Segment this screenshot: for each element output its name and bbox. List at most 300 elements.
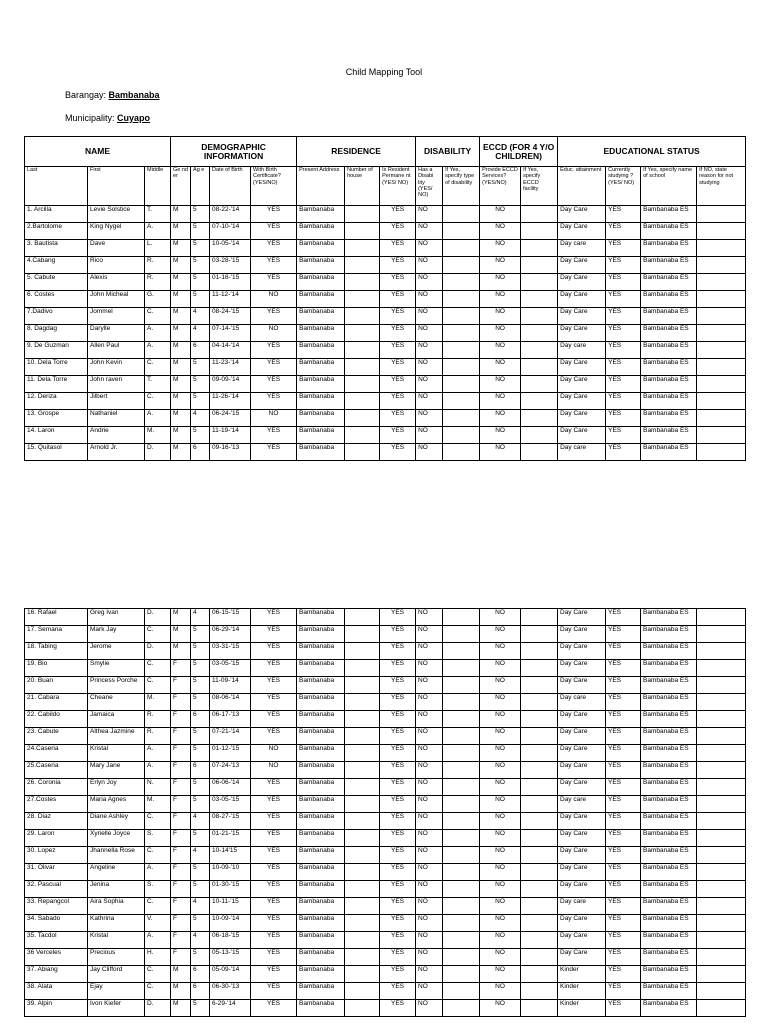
- table-cell: YES: [380, 223, 416, 240]
- table-cell: NO: [480, 223, 521, 240]
- table-cell: [521, 274, 558, 291]
- table-row: [25, 694, 746, 711]
- table-cell: 5: [191, 206, 210, 223]
- table-cell: Day Care: [558, 762, 606, 779]
- table-cell: 05-09-'14: [210, 966, 251, 983]
- table-cell: [697, 427, 746, 444]
- table-cell: YES: [606, 643, 641, 660]
- table-cell: Bambanaba: [297, 660, 345, 677]
- municipality-line: [65, 113, 150, 123]
- table-cell: YES: [380, 966, 416, 983]
- table-cell: 30. Lopez: [25, 847, 88, 864]
- table-cell: Day Care: [558, 728, 606, 745]
- table-cell: YES: [380, 796, 416, 813]
- table-cell: 23. Cabute: [25, 728, 88, 745]
- table-row: [25, 257, 746, 274]
- table-cell: Bambanaba ES: [641, 376, 697, 393]
- table-cell: 6: [191, 444, 210, 461]
- table-cell: [697, 796, 746, 813]
- table-cell: NO: [416, 864, 443, 881]
- table-cell: L.: [145, 240, 171, 257]
- table-cell: YES: [251, 898, 297, 915]
- column-header: Is Resident Permane nt (YES/ NO): [380, 167, 416, 206]
- table-cell: NO: [480, 813, 521, 830]
- table-cell: [521, 847, 558, 864]
- table-cell: YES: [606, 677, 641, 694]
- table-cell: [345, 643, 380, 660]
- table-cell: M.: [145, 796, 171, 813]
- table-cell: YES: [380, 410, 416, 427]
- table-cell: NO: [480, 898, 521, 915]
- table-cell: NO: [416, 915, 443, 932]
- table-cell: 5: [191, 1000, 210, 1017]
- table-cell: YES: [251, 206, 297, 223]
- table-cell: M: [171, 1000, 191, 1017]
- table-cell: YES: [251, 240, 297, 257]
- table-cell: YES: [251, 376, 297, 393]
- table-cell: Day Care: [558, 257, 606, 274]
- table-cell: Ivon Kiefer: [88, 1000, 145, 1017]
- table-cell: Bambanaba ES: [641, 864, 697, 881]
- table-cell: YES: [380, 660, 416, 677]
- table-cell: 2.Bartolome: [25, 223, 88, 240]
- table-cell: 38. Alata: [25, 983, 88, 1000]
- table-cell: [345, 444, 380, 461]
- table-cell: [521, 745, 558, 762]
- table-cell: YES: [380, 898, 416, 915]
- table-cell: R.: [145, 274, 171, 291]
- table-cell: NO: [480, 308, 521, 325]
- table-row: [25, 444, 746, 461]
- table-cell: 5: [191, 949, 210, 966]
- table-cell: NO: [480, 932, 521, 949]
- table-cell: Bambanaba: [297, 410, 345, 427]
- table-row: [25, 342, 746, 359]
- table-cell: Bambanaba ES: [641, 359, 697, 376]
- table-cell: YES: [380, 325, 416, 342]
- table-cell: NO: [480, 393, 521, 410]
- column-header: Ag e: [191, 167, 210, 206]
- table-cell: 14. Laron: [25, 427, 88, 444]
- table-cell: YES: [606, 240, 641, 257]
- table-cell: Bambanaba: [297, 728, 345, 745]
- table-cell: [345, 393, 380, 410]
- table-cell: 08-24-'15: [210, 308, 251, 325]
- table-cell: 4: [191, 898, 210, 915]
- table-cell: [345, 660, 380, 677]
- table-cell: F: [171, 677, 191, 694]
- table-cell: YES: [380, 847, 416, 864]
- table-cell: [443, 711, 480, 728]
- table-cell: 9. De Guzman: [25, 342, 88, 359]
- table-cell: Day care: [558, 796, 606, 813]
- barangay-label: Barangay:: [65, 90, 107, 100]
- table-cell: 6: [191, 966, 210, 983]
- child-mapping-table-page-1: [24, 136, 746, 461]
- column-header: First: [88, 167, 145, 206]
- table-cell: NO: [480, 626, 521, 643]
- table-cell: YES: [251, 779, 297, 796]
- table-cell: C.: [145, 966, 171, 983]
- table-cell: NO: [416, 745, 443, 762]
- table-cell: Maria Agnes: [88, 796, 145, 813]
- table-cell: Day Care: [558, 393, 606, 410]
- table-cell: [697, 677, 746, 694]
- table-cell: NO: [416, 728, 443, 745]
- table-cell: NO: [416, 223, 443, 240]
- table-cell: 03-31-'15: [210, 643, 251, 660]
- table-cell: Day Care: [558, 711, 606, 728]
- table-cell: Bambanaba: [297, 359, 345, 376]
- table-cell: [345, 325, 380, 342]
- table-cell: 10-05-'14: [210, 240, 251, 257]
- table-cell: YES: [606, 1000, 641, 1017]
- table-cell: NO: [480, 915, 521, 932]
- table-cell: John Kevin: [88, 359, 145, 376]
- table-cell: NO: [480, 376, 521, 393]
- table-cell: [443, 949, 480, 966]
- table-cell: [697, 779, 746, 796]
- table-cell: 01-30-'15: [210, 881, 251, 898]
- table-cell: C.: [145, 983, 171, 1000]
- table-cell: [697, 410, 746, 427]
- table-cell: [443, 932, 480, 949]
- table-cell: 03-28-'15: [210, 257, 251, 274]
- table-cell: [345, 291, 380, 308]
- table-cell: YES: [380, 949, 416, 966]
- table-cell: Bambanaba: [297, 609, 345, 626]
- table-cell: 11-19-'14: [210, 427, 251, 444]
- table-cell: 3. Bautista: [25, 240, 88, 257]
- table-cell: 35. Tacdol: [25, 932, 88, 949]
- table-cell: [521, 359, 558, 376]
- table-cell: NO: [480, 677, 521, 694]
- table-cell: M: [171, 359, 191, 376]
- table-cell: [521, 983, 558, 1000]
- table-cell: 4: [191, 813, 210, 830]
- table-cell: YES: [380, 342, 416, 359]
- table-cell: 5: [191, 881, 210, 898]
- table-cell: F: [171, 711, 191, 728]
- table-cell: YES: [251, 274, 297, 291]
- table-cell: Bambanaba: [297, 915, 345, 932]
- table-cell: 08-27-'15: [210, 813, 251, 830]
- table-cell: YES: [380, 240, 416, 257]
- table-cell: [443, 643, 480, 660]
- table-cell: YES: [251, 427, 297, 444]
- table-cell: M: [171, 410, 191, 427]
- table-cell: YES: [606, 847, 641, 864]
- table-cell: YES: [606, 762, 641, 779]
- table-cell: NO: [480, 762, 521, 779]
- table-cell: YES: [251, 711, 297, 728]
- table-cell: [443, 393, 480, 410]
- table-cell: [697, 643, 746, 660]
- table-cell: [443, 291, 480, 308]
- table-cell: [345, 881, 380, 898]
- table-cell: Bambanaba ES: [641, 898, 697, 915]
- table-cell: [345, 206, 380, 223]
- table-cell: Bambanaba ES: [641, 847, 697, 864]
- table-cell: [345, 257, 380, 274]
- table-cell: YES: [251, 257, 297, 274]
- table-cell: Bambanaba ES: [641, 796, 697, 813]
- table-cell: YES: [606, 325, 641, 342]
- table-cell: YES: [251, 393, 297, 410]
- table-row: [25, 745, 746, 762]
- table-cell: A.: [145, 864, 171, 881]
- table-cell: [697, 359, 746, 376]
- table-cell: 34. Sabado: [25, 915, 88, 932]
- column-header: If Yes, specify type of disability: [443, 167, 480, 206]
- table-cell: Bambanaba: [297, 830, 345, 847]
- table-cell: [345, 359, 380, 376]
- column-header: Provide ECCD Services? (YES/NO): [480, 167, 521, 206]
- table-cell: NO: [416, 1000, 443, 1017]
- table-cell: NO: [480, 609, 521, 626]
- table-cell: Day Care: [558, 847, 606, 864]
- table-cell: 5: [191, 694, 210, 711]
- table-cell: 6: [191, 983, 210, 1000]
- table-cell: 5: [191, 427, 210, 444]
- table-cell: Bambanaba: [297, 325, 345, 342]
- table-cell: [443, 308, 480, 325]
- table-cell: NO: [251, 762, 297, 779]
- table-cell: 6: [191, 762, 210, 779]
- table-cell: YES: [251, 932, 297, 949]
- table-cell: 32. Pascual: [25, 881, 88, 898]
- table-cell: Xyrielle Joyce: [88, 830, 145, 847]
- table-cell: Jerome: [88, 643, 145, 660]
- group-header: DEMOGRAPHIC INFORMATION: [171, 137, 297, 167]
- table-cell: [697, 376, 746, 393]
- table-cell: C.: [145, 847, 171, 864]
- table-cell: Bambanaba: [297, 779, 345, 796]
- table-cell: [345, 847, 380, 864]
- group-header: EDUCATIONAL STATUS: [558, 137, 746, 167]
- table-cell: 5: [191, 240, 210, 257]
- table-cell: 5: [191, 274, 210, 291]
- table-cell: 17. Semana: [25, 626, 88, 643]
- table-cell: Day Care: [558, 813, 606, 830]
- table-cell: [345, 410, 380, 427]
- table-cell: Dave: [88, 240, 145, 257]
- table-cell: [345, 427, 380, 444]
- table-cell: Day Care: [558, 376, 606, 393]
- column-header: Last: [25, 167, 88, 206]
- table-row: [25, 966, 746, 983]
- table-cell: Bambanaba ES: [641, 915, 697, 932]
- table-cell: M: [171, 223, 191, 240]
- table-cell: 29. Laron: [25, 830, 88, 847]
- table-row: [25, 932, 746, 949]
- table-cell: M: [171, 376, 191, 393]
- table-cell: Bambanaba ES: [641, 779, 697, 796]
- table-cell: Kristal: [88, 932, 145, 949]
- table-cell: [345, 949, 380, 966]
- barangay-line: [65, 90, 160, 100]
- table-cell: 09-16-'13: [210, 444, 251, 461]
- table-cell: 25.Caseria: [25, 762, 88, 779]
- table-cell: 03-05-'15: [210, 660, 251, 677]
- table-cell: Bambanaba ES: [641, 444, 697, 461]
- table-row: [25, 830, 746, 847]
- table-cell: Bambanaba ES: [641, 830, 697, 847]
- table-cell: Bambanaba ES: [641, 694, 697, 711]
- table-cell: Aira Sophia: [88, 898, 145, 915]
- table-cell: 07-21-'14: [210, 728, 251, 745]
- table-cell: 36 Verceles: [25, 949, 88, 966]
- table-cell: Kinder: [558, 1000, 606, 1017]
- table-cell: [345, 898, 380, 915]
- table-cell: [697, 966, 746, 983]
- table-cell: NO: [251, 745, 297, 762]
- table-cell: NO: [480, 949, 521, 966]
- table-cell: 08-22-'14: [210, 206, 251, 223]
- table-cell: A.: [145, 745, 171, 762]
- table-cell: C.: [145, 898, 171, 915]
- table-cell: Kristal: [88, 745, 145, 762]
- table-cell: Day Care: [558, 274, 606, 291]
- column-header: If Yes, specify name of school: [641, 167, 697, 206]
- table-cell: D.: [145, 643, 171, 660]
- table-cell: A.: [145, 342, 171, 359]
- table-cell: M: [171, 240, 191, 257]
- table-cell: Bambanaba: [297, 393, 345, 410]
- table-cell: A.: [145, 325, 171, 342]
- table-cell: Bambanaba: [297, 881, 345, 898]
- table-cell: M: [171, 308, 191, 325]
- table-cell: YES: [251, 813, 297, 830]
- table-cell: YES: [606, 291, 641, 308]
- table-cell: [521, 915, 558, 932]
- table-cell: 4: [191, 932, 210, 949]
- table-cell: M: [171, 643, 191, 660]
- table-cell: Bambanaba: [297, 898, 345, 915]
- table-cell: F: [171, 881, 191, 898]
- table-cell: YES: [380, 694, 416, 711]
- table-cell: YES: [606, 410, 641, 427]
- table-cell: NO: [416, 376, 443, 393]
- table-cell: [345, 762, 380, 779]
- table-cell: 28. Diaz: [25, 813, 88, 830]
- table-cell: NO: [416, 932, 443, 949]
- table-cell: [697, 898, 746, 915]
- table-cell: NO: [416, 677, 443, 694]
- table-cell: 4: [191, 410, 210, 427]
- table-row: [25, 949, 746, 966]
- table-cell: Bambanaba: [297, 342, 345, 359]
- column-header: Currently studying ? (YES/ NO): [606, 167, 641, 206]
- table-row: [25, 779, 746, 796]
- table-cell: [697, 745, 746, 762]
- table-cell: A.: [145, 223, 171, 240]
- table-cell: YES: [380, 626, 416, 643]
- table-cell: F: [171, 932, 191, 949]
- table-cell: [443, 626, 480, 643]
- table-cell: [697, 932, 746, 949]
- table-cell: NO: [416, 898, 443, 915]
- table-cell: NO: [480, 274, 521, 291]
- table-cell: [697, 393, 746, 410]
- table-cell: Bambanaba: [297, 291, 345, 308]
- table-cell: [521, 376, 558, 393]
- municipality-label: Municipality:: [65, 113, 115, 123]
- table-cell: Bambanaba: [297, 376, 345, 393]
- table-cell: Althea Jazmine: [88, 728, 145, 745]
- table-cell: YES: [380, 609, 416, 626]
- table-cell: T.: [145, 206, 171, 223]
- table-cell: [443, 427, 480, 444]
- table-cell: YES: [606, 393, 641, 410]
- column-header: Middle: [145, 167, 171, 206]
- table-cell: 10-11-'15: [210, 898, 251, 915]
- table-cell: YES: [606, 966, 641, 983]
- table-cell: Bambanaba ES: [641, 881, 697, 898]
- table-cell: [443, 1000, 480, 1017]
- table-cell: NO: [480, 711, 521, 728]
- table-cell: Kinder: [558, 983, 606, 1000]
- table-cell: YES: [251, 694, 297, 711]
- table-cell: Diane Ashley: [88, 813, 145, 830]
- table-cell: [521, 762, 558, 779]
- table-cell: 5: [191, 915, 210, 932]
- table-cell: V.: [145, 915, 171, 932]
- table-cell: Bambanaba ES: [641, 983, 697, 1000]
- table-cell: Bambanaba: [297, 983, 345, 1000]
- table-cell: 5: [191, 376, 210, 393]
- column-header: With Birth Certificate? (YES/NO): [251, 167, 297, 206]
- table-cell: Bambanaba ES: [641, 325, 697, 342]
- table-cell: [697, 308, 746, 325]
- table-cell: 06-06-'14: [210, 779, 251, 796]
- table-cell: 04-14-'14: [210, 342, 251, 359]
- table-cell: YES: [251, 359, 297, 376]
- table-cell: NO: [416, 274, 443, 291]
- table-cell: 7.Dadivo: [25, 308, 88, 325]
- table-cell: YES: [606, 342, 641, 359]
- table-cell: John raven: [88, 376, 145, 393]
- table-cell: [345, 1000, 380, 1017]
- table-cell: [443, 898, 480, 915]
- table-cell: Day Care: [558, 949, 606, 966]
- table-cell: Bambanaba ES: [641, 393, 697, 410]
- table-cell: NO: [416, 609, 443, 626]
- table-cell: [443, 694, 480, 711]
- table-cell: G.: [145, 291, 171, 308]
- table-row: [25, 660, 746, 677]
- table-cell: Bambanaba ES: [641, 762, 697, 779]
- table-cell: [521, 864, 558, 881]
- table-row: [25, 206, 746, 223]
- table-cell: Bambanaba ES: [641, 342, 697, 359]
- table-cell: NO: [416, 427, 443, 444]
- table-cell: F: [171, 847, 191, 864]
- table-cell: Bambanaba ES: [641, 1000, 697, 1017]
- table-cell: YES: [606, 728, 641, 745]
- table-cell: Bambanaba: [297, 308, 345, 325]
- table-cell: NO: [416, 847, 443, 864]
- table-cell: M.: [145, 694, 171, 711]
- table-cell: 5: [191, 643, 210, 660]
- table-cell: F: [171, 762, 191, 779]
- table-cell: [521, 966, 558, 983]
- table-cell: 5: [191, 864, 210, 881]
- table-cell: YES: [380, 444, 416, 461]
- table-cell: 5: [191, 291, 210, 308]
- table-cell: [443, 813, 480, 830]
- table-cell: YES: [251, 444, 297, 461]
